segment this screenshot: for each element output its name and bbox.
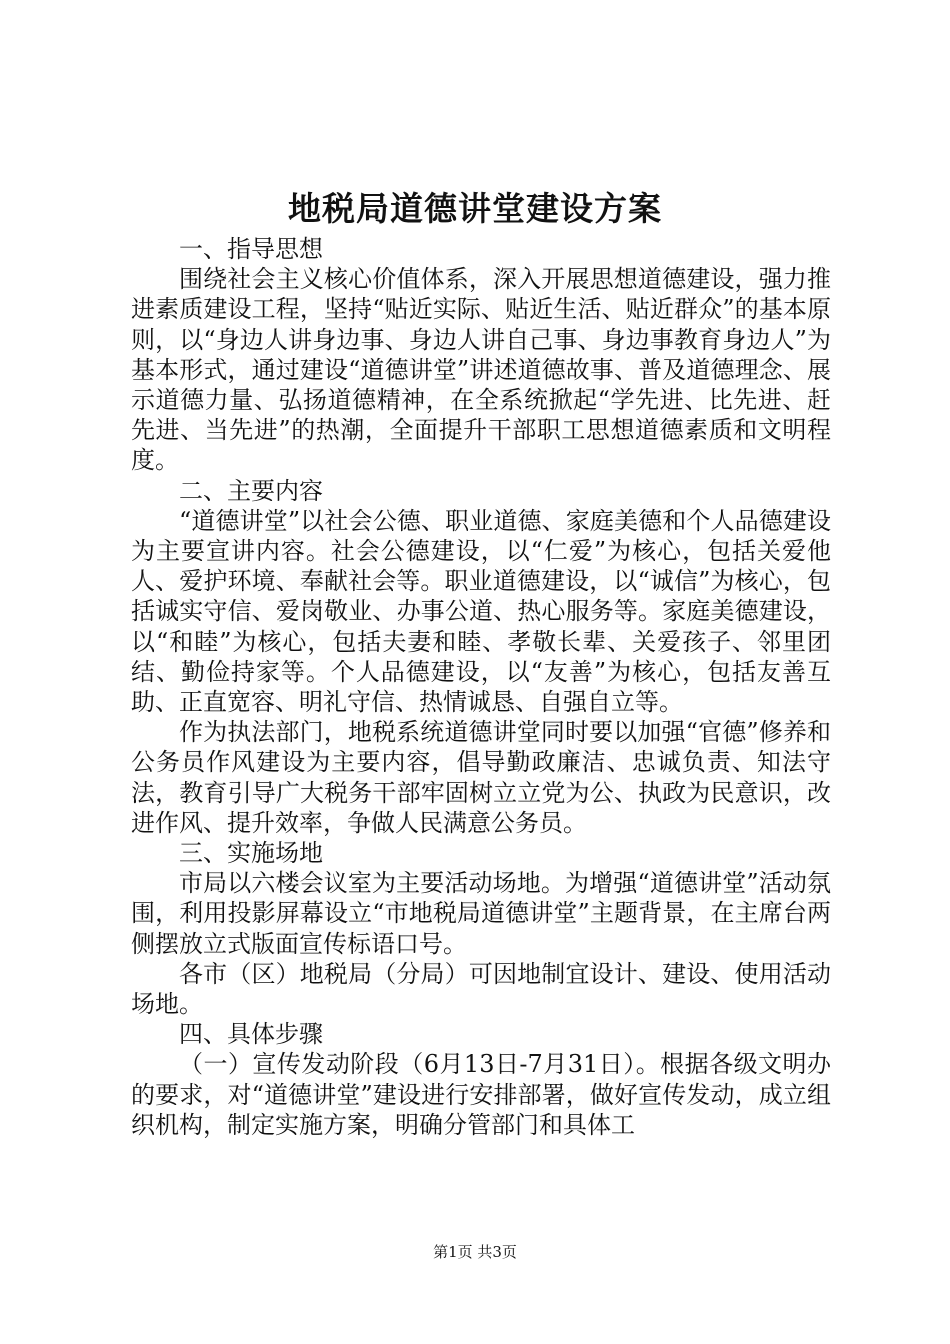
paragraph-venue-districts: 各市（区）地税局（分局）可因地制宜设计、建设、使用活动场地。 [131, 959, 831, 1019]
section-heading-main-content: 二、主要内容 [179, 476, 323, 505]
paragraph-main-content: “道德讲堂”以社会公德、职业道德、家庭美德和个人品德建设为主要宣讲内容。社会公德建设，以“仁爱”为核心，包括关爱他人、爱护环境、奉献社会等。职业道德建设，以“诚信”为核心，包括诚实守信、爱岗敬业、办事公道、热心服务等。家庭美德建设，以“和睦”为核心，包括夫妻和睦、孝敬长辈、关爱孩子、邻里团结、勤俭持家等。个人品德建设，以“友善”为核心，包括友善互助、正直宽容、明礼守信、热情诚恳、自强自立等。 [131, 506, 831, 717]
document-body [131, 234, 831, 1140]
document-title: 地税局道德讲堂建设方案 [288, 189, 662, 228]
section-heading-guiding-ideology: 一、指导思想 [179, 235, 323, 263]
paragraph-step-one: （一）宣传发动阶段（6月13日-7月31日）。根据各级文明办的要求，对“道德讲堂”建设进行安排部署，做好宣传发动，成立组织机构，制定实施方案，明确分管部门和具体工 [131, 1050, 831, 1139]
paragraph-venue-city: 市局以六楼会议室为主要活动场地。为增强“道德讲堂”活动氛围，利用投影屏幕设立“市地税局道德讲堂”主题背景，在主席台两侧摆放立式版面宣传标语口号。 [131, 869, 831, 958]
page-number-footer: 第1页 共3页 [433, 1243, 517, 1261]
section-heading-steps: 四、具体步骤 [179, 1020, 323, 1049]
paragraph-law-enforcement: 作为执法部门，地税系统道德讲堂同时要以加强“官德”修养和公务员作风建设为主要内容，倡导勤政廉洁、忠诚负责、知法守法，教育引导广大税务干部牢固树立立党为公、执政为民意识，改进作风、提升效率，争做人民满意公务员。 [131, 718, 831, 837]
section-heading-venue: 三、实施场地 [179, 839, 323, 868]
paragraph-guiding-ideology: 围绕社会主义核心价值体系，深入开展思想道德建设，强力推进素质建设工程，坚持“贴近实际、贴近生活、贴近群众”的基本原则，以“身边人讲身边事、身边人讲自己事、身边事教育身边人”为基本形式，通过建设“道德讲堂”讲述道德故事、普及道德理念、展示道德力量、弘扬道德精神，在全系统掀起“学先进、比先进、赶先进、当先进”的热潮，全面提升干部职工思想道德素质和文明程度。 [131, 265, 831, 475]
